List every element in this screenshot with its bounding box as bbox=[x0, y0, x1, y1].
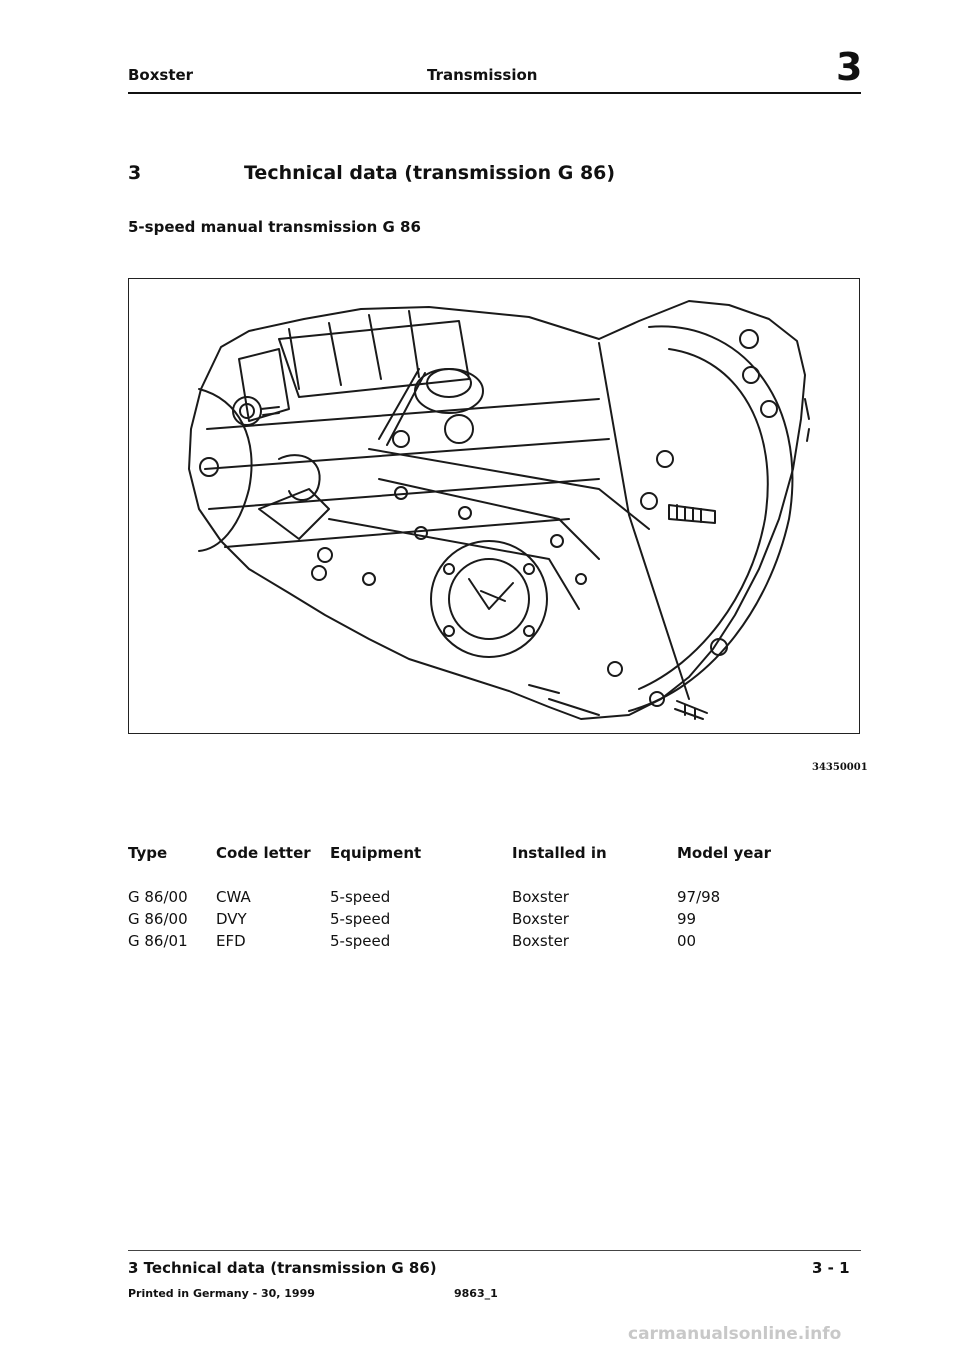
th-installed-in: Installed in bbox=[512, 844, 607, 862]
transmission-drawing-icon bbox=[129, 279, 859, 733]
table-cell: Boxster bbox=[512, 888, 569, 906]
subtitle: 5-speed manual transmission G 86 bbox=[128, 218, 421, 236]
table-cell: 00 bbox=[677, 932, 697, 950]
footer-rule bbox=[128, 1250, 861, 1251]
footer-title: 3 Technical data (transmission G 86) bbox=[128, 1259, 437, 1277]
print-note: Printed in Germany - 30, 1999 bbox=[128, 1287, 315, 1300]
watermark[interactable]: carmanualsonline.info bbox=[628, 1324, 842, 1344]
table-cell: DVY bbox=[216, 910, 247, 928]
table-cell: Boxster bbox=[512, 932, 569, 950]
table-cell: 5-speed bbox=[330, 888, 391, 906]
header-rule bbox=[128, 92, 861, 94]
table-cell: EFD bbox=[216, 932, 246, 950]
table-cell: CWA bbox=[216, 888, 251, 906]
transmission-figure bbox=[128, 278, 860, 734]
table-cell: G 86/00 bbox=[128, 910, 188, 928]
table-cell: G 86/00 bbox=[128, 888, 188, 906]
table-cell: 97/98 bbox=[677, 888, 721, 906]
section-title: Technical data (transmission G 86) bbox=[244, 162, 616, 184]
th-code-letter: Code letter bbox=[216, 844, 311, 862]
section-number: 3 bbox=[128, 162, 142, 184]
chapter-number: 3 bbox=[836, 45, 863, 89]
header-left: Boxster bbox=[128, 66, 194, 84]
header-center: Transmission bbox=[427, 66, 538, 84]
th-equipment: Equipment bbox=[330, 844, 422, 862]
table-cell: 5-speed bbox=[330, 932, 391, 950]
table-cell: 99 bbox=[677, 910, 697, 928]
table-cell: Boxster bbox=[512, 910, 569, 928]
doc-code: 9863_1 bbox=[454, 1287, 498, 1300]
figure-id: 34350001 bbox=[812, 762, 868, 773]
page-number: 3 - 1 bbox=[812, 1259, 850, 1277]
th-type: Type bbox=[128, 844, 168, 862]
table-cell: G 86/01 bbox=[128, 932, 188, 950]
th-model-year: Model year bbox=[677, 844, 771, 862]
table-cell: 5-speed bbox=[330, 910, 391, 928]
